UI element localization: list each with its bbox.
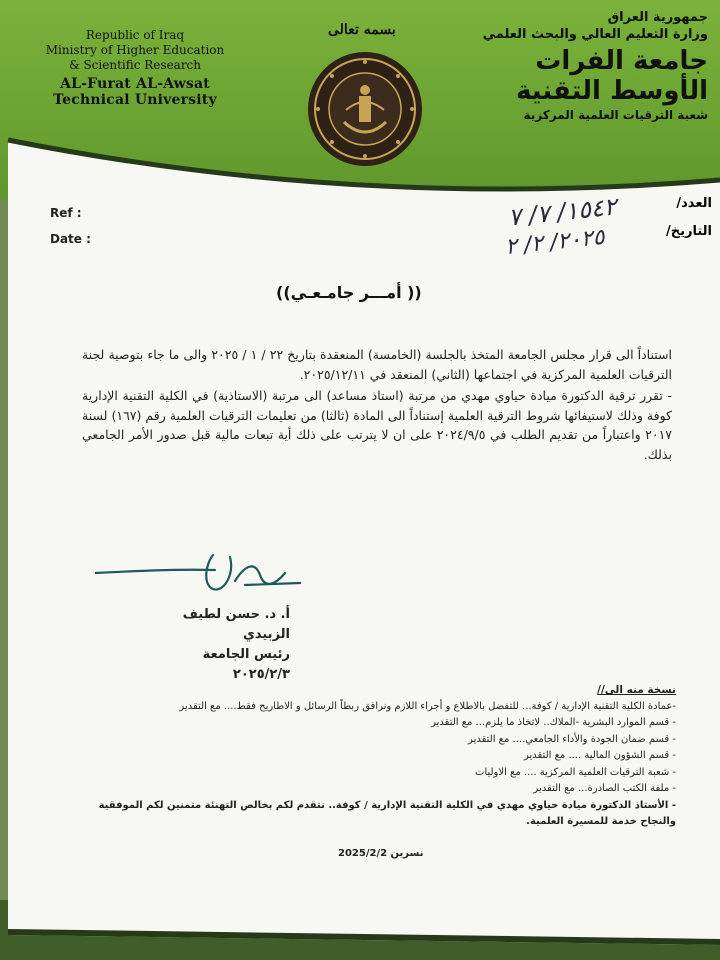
english-header — [20, 28, 250, 108]
copies-item-final: - الأستاذ الدكتورة ميادة حياوي مهدي في الكلية التقنية الإدارية / كوفة.. نتقدم لكم بخالص التهنئة متمنين لكم الموفقية والنجاح خدمة للمسيرة العلمية. — [98, 799, 676, 827]
ref-label: Ref : — [50, 206, 82, 220]
header-ar-ministry: وزارة التعليم العالي والبحث العلمي — [482, 27, 708, 42]
signature-icon — [95, 545, 305, 605]
number-label-ar: العدد/ — [676, 196, 712, 211]
copies-item-4: - قسم الشؤون المالية .... مع التقدير — [523, 750, 676, 761]
header-ministry-cont: & Scientific Research — [68, 58, 202, 72]
handwritten-number: ١٥٤٢/ ٧/ ٧ — [506, 192, 618, 232]
signer-date: ٢٠٢٥/٢/٣ — [232, 667, 290, 682]
arabic-header — [448, 10, 708, 122]
header-ar-university: جامعة الفرات الأوسط التقنية — [515, 46, 708, 106]
footer-typist-date: نسرين 2025/2/2 — [338, 848, 424, 859]
handwritten-date: ٢٠٢٥/ ٢/ ٢ — [503, 224, 606, 261]
header-university: AL-Furat AL-Awsat Technical University — [53, 76, 217, 108]
body-paragraph-1: استناداً الى قرار مجلس الجامعة المتخذ بالجلسة (الخامسة) المنعقدة بتاريخ ٢٢ / ١ / ٢٠٢٥ والى ما جاء بتوصية لجنة الترقيات العلمية المركزية في اجتماعها (الثاني) المنعقد في ٢٠٢٥/١٢/١١. — [82, 347, 672, 382]
date-label: Date : — [50, 232, 91, 246]
signer-name: أ. د. حسن لطيف الزبيدي — [182, 607, 290, 642]
signer-title: رئيس الجامعة — [202, 647, 290, 662]
copies-item-5: - شعبة الترقيات العلمية المركزية .... مع الاوليات — [475, 766, 676, 778]
university-seal-icon — [306, 50, 424, 168]
document-title: (( أمـــر جامـعـي)) — [276, 283, 422, 302]
body-paragraph-2: - تقرر ترقية الدكتورة ميادة حياوي مهدي من مرتبة (استاذ مساعد) الى مرتبة (الاستاذية) في الكلية التقنية الإدارية كوفة وذلك لاستيفائها شروط الترقية العلمية إستناداً الى المادة (ثالثا) من تعليمات الترقيات العلمية رقم (١٦٧) لسنة ٢٠١٧ واعتباراً من تقديم الطلب في ٢٠٢٤/٩/٥ على ان لا يترتب على ذلك أية تبعات مالية قبل صدور الأمر الجامعي بذلك. — [82, 388, 672, 462]
header-ar-department: شعبة الترقيات العلمية المركزية — [523, 108, 708, 122]
copies-item-6: - ملفة الكتب الصادرة... مع التقدير — [533, 783, 676, 794]
signer-block — [150, 605, 290, 685]
copies-item-1: -عمادة الكلية التقنية الإدارية / كوفة... للتفضل بالاطلاع و أجراء اللازم ونرافق ربطاً الرسائل و الاطاريح فقط.... مع التقدير — [179, 700, 676, 712]
bismillah: بسمه تعالى — [328, 22, 396, 38]
copies-item-2: - قسم الموارد البشرية -الملاك.. لاتخاذ ما يلزم... مع التقدير — [431, 717, 676, 728]
header-ministry: Ministry of Higher Education — [45, 43, 225, 57]
header-ar-country: جمهورية العراق — [607, 10, 708, 25]
header-country: Republic of Iraq — [85, 28, 185, 42]
document-body — [82, 345, 672, 466]
copies-heading: نسخة منه الى// — [597, 684, 676, 696]
copies-item-3: - قسم ضمان الجودة والأداء الجامعي.... مع التقدير — [468, 733, 676, 745]
copies-list — [80, 682, 676, 831]
date-label-ar: التاريخ/ — [665, 224, 712, 239]
